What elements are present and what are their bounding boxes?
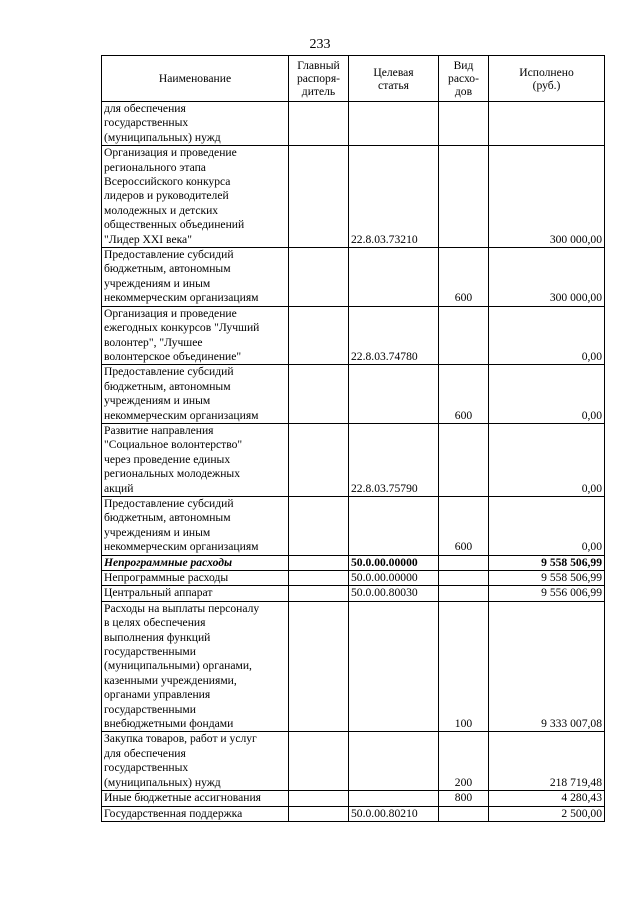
cell-vid [439, 571, 489, 586]
cell-name: Непрограммные расходы [102, 571, 289, 586]
cell-glav [289, 791, 349, 806]
cell-amount: 0,00 [489, 306, 605, 365]
cell-glav [289, 601, 349, 732]
cell-code [349, 496, 439, 555]
header-vid: Вид расхо- дов [439, 56, 489, 102]
cell-amount: 0,00 [489, 423, 605, 496]
table-header-row [102, 56, 605, 102]
cell-amount: 218 719,48 [489, 732, 605, 791]
cell-code: 50.0.00.00000 [349, 555, 439, 570]
table-row [102, 496, 605, 555]
cell-amount: 300 000,00 [489, 146, 605, 248]
cell-code [349, 732, 439, 791]
cell-name: Развитие направления "Социальное волонтерство" через проведение единых региональных молодежных акций [102, 423, 289, 496]
cell-name: Организация и проведение ежегодных конкурсов "Лучший волонтер", "Лучшее волонтерское объединение" [102, 306, 289, 365]
cell-vid [439, 806, 489, 821]
table-row [102, 423, 605, 496]
cell-name: Государственная поддержка [102, 806, 289, 821]
table-row [102, 555, 605, 570]
cell-glav [289, 146, 349, 248]
cell-glav [289, 248, 349, 307]
cell-code [349, 365, 439, 424]
cell-glav [289, 571, 349, 586]
table-row [102, 248, 605, 307]
header-code: Целевая статья [349, 56, 439, 102]
table-row [102, 586, 605, 601]
cell-glav [289, 423, 349, 496]
cell-glav [289, 102, 349, 146]
cell-code: 50.0.00.80210 [349, 806, 439, 821]
cell-name: Предоставление субсидий бюджетным, автономным учреждениям и иным некоммерческим организациям [102, 248, 289, 307]
cell-name: Центральный аппарат [102, 586, 289, 601]
cell-vid [439, 102, 489, 146]
page-number: 233 [309, 37, 331, 52]
cell-vid [439, 555, 489, 570]
table-row [102, 732, 605, 791]
header-amount: Исполнено (руб.) [489, 56, 605, 102]
cell-name: Предоставление субсидий бюджетным, автономным учреждениям и иным некоммерческим организациям [102, 365, 289, 424]
cell-glav [289, 555, 349, 570]
table-row [102, 365, 605, 424]
cell-amount: 9 558 506,99 [489, 571, 605, 586]
table-row [102, 806, 605, 821]
cell-amount: 0,00 [489, 365, 605, 424]
cell-glav [289, 732, 349, 791]
cell-code: 22.8.03.75790 [349, 423, 439, 496]
cell-vid: 600 [439, 248, 489, 307]
cell-glav [289, 365, 349, 424]
cell-glav [289, 496, 349, 555]
cell-code [349, 248, 439, 307]
cell-vid [439, 586, 489, 601]
cell-glav [289, 586, 349, 601]
cell-amount: 0,00 [489, 496, 605, 555]
cell-amount: 9 333 007,08 [489, 601, 605, 732]
cell-code: 50.0.00.00000 [349, 571, 439, 586]
cell-glav [289, 306, 349, 365]
cell-code: 22.8.03.73210 [349, 146, 439, 248]
cell-vid: 600 [439, 496, 489, 555]
cell-code: 22.8.03.74780 [349, 306, 439, 365]
cell-code [349, 791, 439, 806]
cell-amount: 9 558 506,99 [489, 555, 605, 570]
cell-vid: 200 [439, 732, 489, 791]
cell-vid [439, 146, 489, 248]
cell-amount: 300 000,00 [489, 248, 605, 307]
cell-name: для обеспечения государственных (муниципальных) нужд [102, 102, 289, 146]
cell-vid: 600 [439, 365, 489, 424]
cell-name: Расходы на выплаты персоналу в целях обеспечения выполнения функций государственными (муниципальными) органами, казенными учреждениями, органами управления государственными внебюджетными фондами [102, 601, 289, 732]
cell-glav [289, 806, 349, 821]
cell-vid: 100 [439, 601, 489, 732]
cell-vid [439, 306, 489, 365]
cell-amount: 4 280,43 [489, 791, 605, 806]
header-name: Наименование [102, 56, 289, 102]
cell-vid: 800 [439, 791, 489, 806]
table-row [102, 791, 605, 806]
table-row [102, 571, 605, 586]
cell-vid [439, 423, 489, 496]
cell-name: Предоставление субсидий бюджетным, автономным учреждениям и иным некоммерческим организациям [102, 496, 289, 555]
cell-amount [489, 102, 605, 146]
table-row [102, 306, 605, 365]
table-row [102, 102, 605, 146]
cell-name: Непрограммные расходы [102, 555, 289, 570]
cell-name: Организация и проведение регионального этапа Всероссийского конкурса лидеров и руководителей молодежных и детских общественных объединений "Лидер XXI века" [102, 146, 289, 248]
cell-code [349, 601, 439, 732]
cell-name: Иные бюджетные ассигнования [102, 791, 289, 806]
table-row [102, 601, 605, 732]
cell-amount: 9 556 006,99 [489, 586, 605, 601]
cell-code [349, 102, 439, 146]
cell-code: 50.0.00.80030 [349, 586, 439, 601]
table-row [102, 146, 605, 248]
cell-name: Закупка товаров, работ и услуг для обеспечения государственных (муниципальных) нужд [102, 732, 289, 791]
budget-table [101, 55, 605, 822]
header-glav: Главный распоря- дитель [289, 56, 349, 102]
cell-amount: 2 500,00 [489, 806, 605, 821]
